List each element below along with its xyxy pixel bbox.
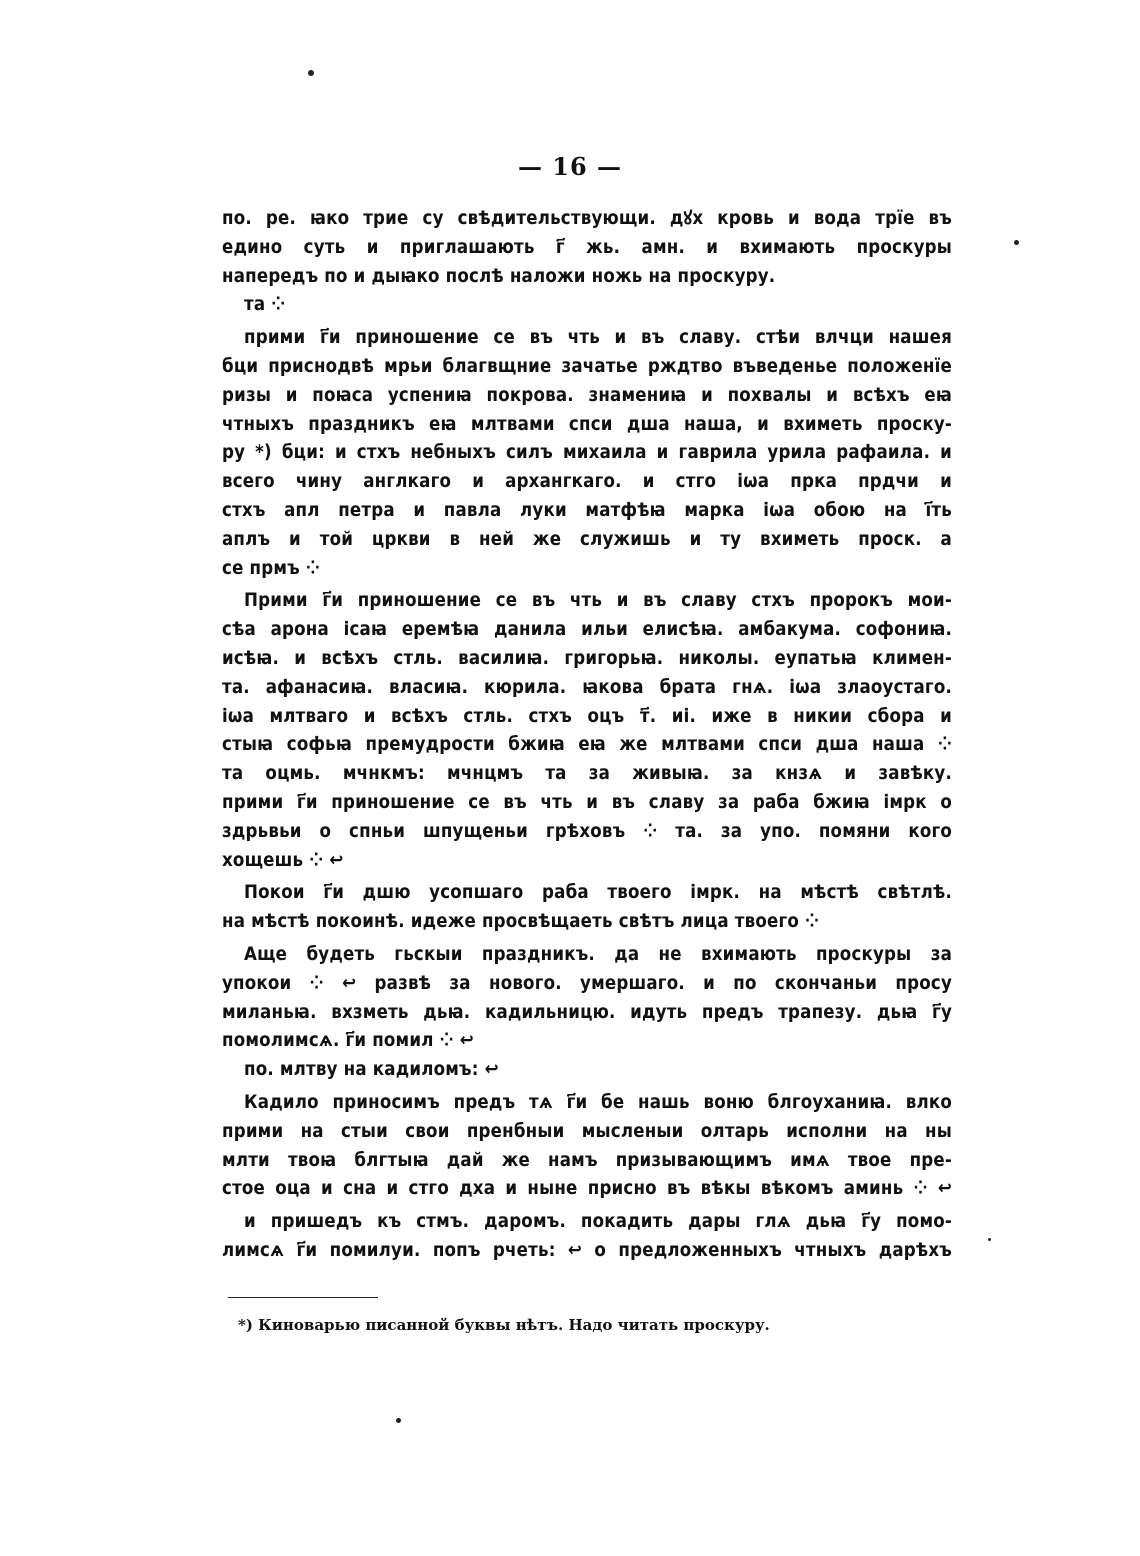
text-line: едино суть и приглашають г҃ жь. амн. и вхимають проскуры xyxy=(222,236,952,258)
body-text xyxy=(222,205,952,1266)
text-line: здрьвьи о спньи шпущеньи грѣховъ ⁘ та. за упо. помяни кого xyxy=(222,820,952,842)
page-number: — 16 — xyxy=(517,152,623,181)
text-line: Аще будеть гьскыи праздникъ. да не вхимають проскуры за xyxy=(244,943,952,965)
text-line: аплъ и той цркви в ней же служишь и ту вхиметь проск. а xyxy=(222,528,952,550)
text-line: всего чину англкаго и архангкаго. и стго іѡа прка прдчи и xyxy=(222,471,952,493)
text-line: стыꙗ софьꙗ премудрости бжиꙗ еꙗ же млтвами спси дша наша ⁘ xyxy=(222,734,952,756)
text-line: стхъ апл петра и павла луки матфѣꙗ марка іѡа обою на і҃ть xyxy=(222,499,952,521)
text-line: хощешь ⁘ ↩ xyxy=(222,849,344,871)
text-line: Покои г҃и дшю усопшаго раба твоего імрк. на мѣстѣ свѣтлѣ. xyxy=(244,882,952,904)
text-line: ру *) бци: и стхъ небныхъ силъ михаила и гаврила урила рафаила. и xyxy=(222,442,952,464)
text-line: Кадило приносимъ предъ тѧ г҃и бе нашь воню блгоуханиꙗ. влко xyxy=(244,1091,952,1113)
text-line: сѣа арона ісаꙗ еремѣꙗ данила ильи елисѣꙗ. амбакума. софониꙗ. xyxy=(222,619,952,641)
text-line: та. афанасиꙗ. власиꙗ. кюрила. ꙗкова брата гнѧ. іѡа злаоустаго. xyxy=(222,676,952,698)
text-line: прими на стыи свои пренбныи мысленыи олтарь исполни на ны xyxy=(222,1120,952,1142)
text-line: та оцмь. мчнкмъ: мчнцмъ та за живыꙗ. за кнзѧ и завѣку. xyxy=(222,763,952,785)
text-line: и пришедъ къ стмъ. даромъ. покадить дары глѧ дьꙗ г҃у помо- xyxy=(244,1211,952,1233)
footnote-rule xyxy=(228,1297,378,1298)
text-line: исѣꙗ. и всѣхъ стль. василиꙗ. григорьꙗ. николы. еупатьꙗ климен- xyxy=(222,647,952,669)
text-line: миланьꙗ. вхзметь дьꙗ. кадильницю. идуть предъ трапезу. дьꙗ г҃у xyxy=(222,1001,952,1023)
text-line: стое оца и сна и стго дха и ныне присно въ вѣкы вѣкомъ аминь ⁘ ↩ xyxy=(222,1178,952,1200)
text-line: упокои ⁘ ↩ развѣ за нового. умершаго. и по скончаньи просу xyxy=(222,972,952,994)
text-line: іѡа млтваго и всѣхъ стль. стхъ оцъ т҃. иі. иже в никии сбора и xyxy=(222,705,952,727)
text-line: по. ре. ꙗко трие су свѣдительствующи. дꙋх кровь и вода трїе въ xyxy=(222,208,952,229)
text-line: бци приснодвѣ мрьи благвщние зачатье рждтво въведенье положенїе xyxy=(222,355,952,377)
ink-speck xyxy=(988,1238,991,1241)
text-line: лимсѧ г҃и помилуи. попъ рчеть: ↩ о предложенныхъ чтныхъ дарѣхъ xyxy=(222,1239,952,1261)
text-line: прими г҃и приношение се въ чть и въ славу. стѣи влчци нашея xyxy=(244,327,952,349)
text-line: напередъ по и дыꙗко послѣ наложи ножь на проскуру. xyxy=(222,265,776,287)
text-line: млти твоꙗ блгтыꙗ дай же намъ призывающимъ имѧ твое пре- xyxy=(222,1149,952,1171)
footnote: *) Киноварью писанной буквы нѣтъ. Надо читать проскуру. xyxy=(238,1316,770,1334)
text-line: по. млтву на кадиломъ: ↩ xyxy=(244,1059,499,1081)
ink-speck xyxy=(308,70,314,76)
text-line: помолимсѧ. г҃и помил ⁘ ↩ xyxy=(222,1030,474,1052)
text-line: се прмъ ⁘ xyxy=(222,557,321,579)
text-line: ризы и поꙗса успениꙗ покрова. знамениꙗ и похвалы и всѣхъ еꙗ xyxy=(222,384,952,406)
text-line: чтныхъ праздникъ еꙗ млтвами спси дша наша, и вхиметь проску- xyxy=(222,413,952,435)
text-line: прими г҃и приношение се въ чть и въ славу за раба бжиꙗ імрк о xyxy=(222,791,952,813)
text-line: Прими г҃и приношение се въ чть и въ славу стхъ пророкъ мои- xyxy=(244,590,952,612)
ink-speck xyxy=(396,1418,401,1423)
ink-speck xyxy=(1014,240,1019,245)
text-line: та ⁘ xyxy=(244,294,286,316)
text-line: на мѣстѣ покоинѣ. идеже просвѣщаеть свѣтъ лица твоего ⁘ xyxy=(222,911,820,933)
